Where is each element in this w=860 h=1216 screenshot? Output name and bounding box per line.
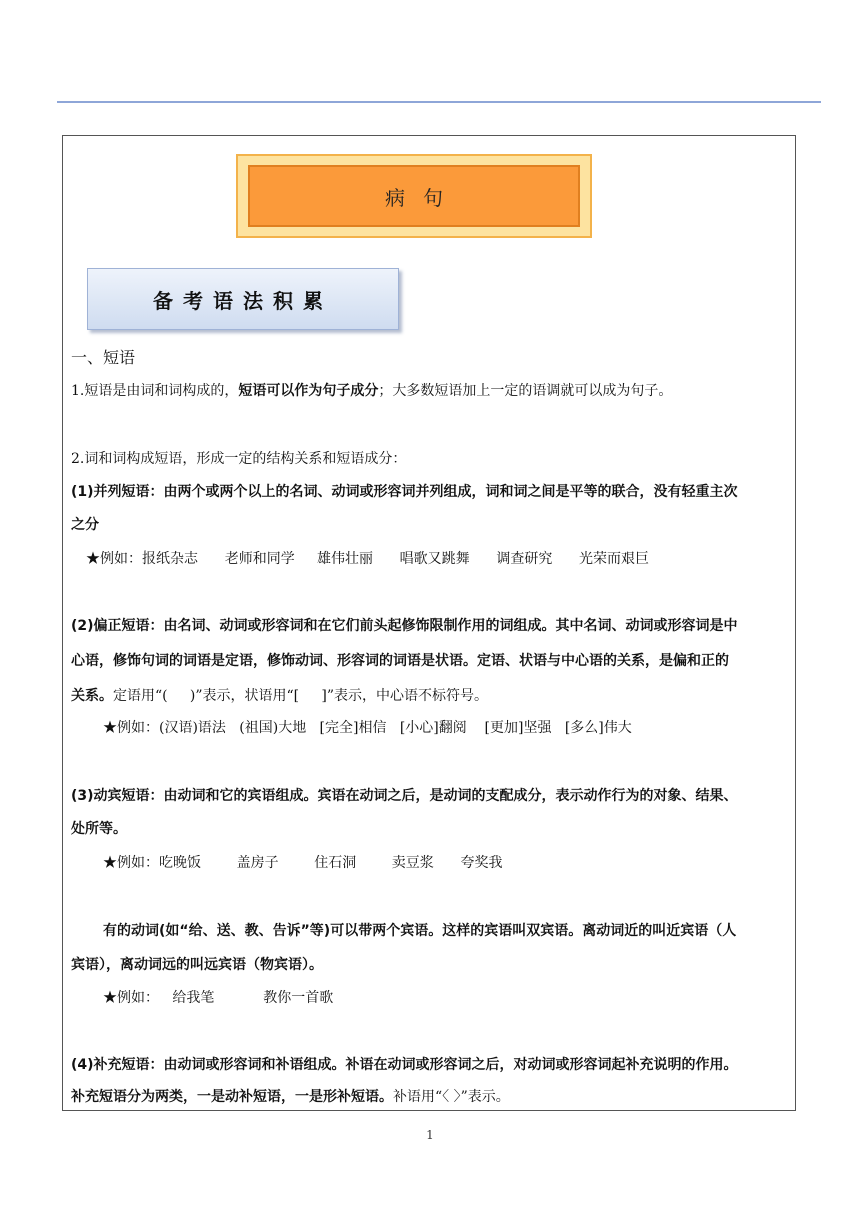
p1-suffix: ；大多数短语加上一定的语调就可以成为句子。 [378, 383, 673, 399]
paragraph-1 [71, 380, 672, 400]
s2-line3 [71, 685, 488, 705]
s2-line3-bold: 关系。 [71, 688, 113, 704]
heading-phrases: 一、短语 [71, 348, 136, 367]
s1-line2: 之分 [71, 517, 99, 533]
section-title: 备考语法积累 [87, 268, 399, 330]
p1-bold: 短语可以作为句子成分 [238, 383, 379, 399]
title-banner [236, 154, 592, 238]
s2-line1: (2)偏正短语：由名词、动词或形容词和在它们前头起修饰限制作用的词组成。其中名词、动词或形容词是中 [71, 618, 738, 634]
s3-line2: 处所等。 [71, 821, 127, 837]
s3b-example: ★例如： 给我笔 教你一首歌 [103, 990, 334, 1006]
s2-example: ★例如：(汉语)语法 (祖国)大地 [完全]相信 [小心]翻阅 [更加]坚强 [多么]伟大 [103, 720, 632, 736]
s2-line2: 心语，修饰句词的词语是定语，修饰动词、形容词的词语是状语。定语、状语与中心语的关系，是偏和正的 [71, 653, 729, 669]
s3b-line2: 宾语），离动词远的叫远宾语（物宾语）。 [71, 957, 323, 973]
paragraph-2: 2.词和词构成短语，形成一定的结构关系和短语成分： [71, 451, 407, 467]
s3-line1: (3)动宾短语：由动词和它的宾语组成。宾语在动词之后，是动词的支配成分，表示动作行为的对象、结果、 [71, 788, 738, 804]
s2-line3-rest: 定语用“( )”表示，状语用“[ ]”表示，中心语不标符号。 [113, 688, 488, 704]
s3b-line1: 有的动词(如“给、送、教、告诉”等)可以带两个宾语。这样的宾语叫双宾语。离动词近的叫近宾语（人 [103, 923, 737, 939]
s4-line2 [71, 1086, 510, 1106]
s4-line1: (4)补充短语：由动词或形容词和补语组成。补语在动词或形容词之后，对动词或形容词起补充说明的作用。 [71, 1057, 738, 1073]
page-title: 病句 [248, 165, 580, 227]
s1-example: ★例如：报纸杂志 老师和同学 雄伟壮丽 唱歌又跳舞 调查研究 光荣而艰巨 [86, 551, 650, 567]
p1-prefix: 1.短语是由词和词构成的， [71, 383, 239, 399]
s1-line1: (1)并列短语：由两个或两个以上的名词、动词或形容词并列组成，词和词之间是平等的联合，没有轻重主次 [71, 484, 738, 500]
s3-example: ★例如：吃晚饭 盖房子 住石洞 卖豆浆 夸奖我 [103, 855, 503, 871]
header-rule [57, 101, 821, 103]
s4-line2-rest: 补语用“〈 〉”表示。 [393, 1089, 510, 1105]
s4-line2-bold: 补充短语分为两类，一是动补短语，一是形补短语。 [71, 1089, 393, 1105]
page-number: 1 [426, 1128, 434, 1142]
